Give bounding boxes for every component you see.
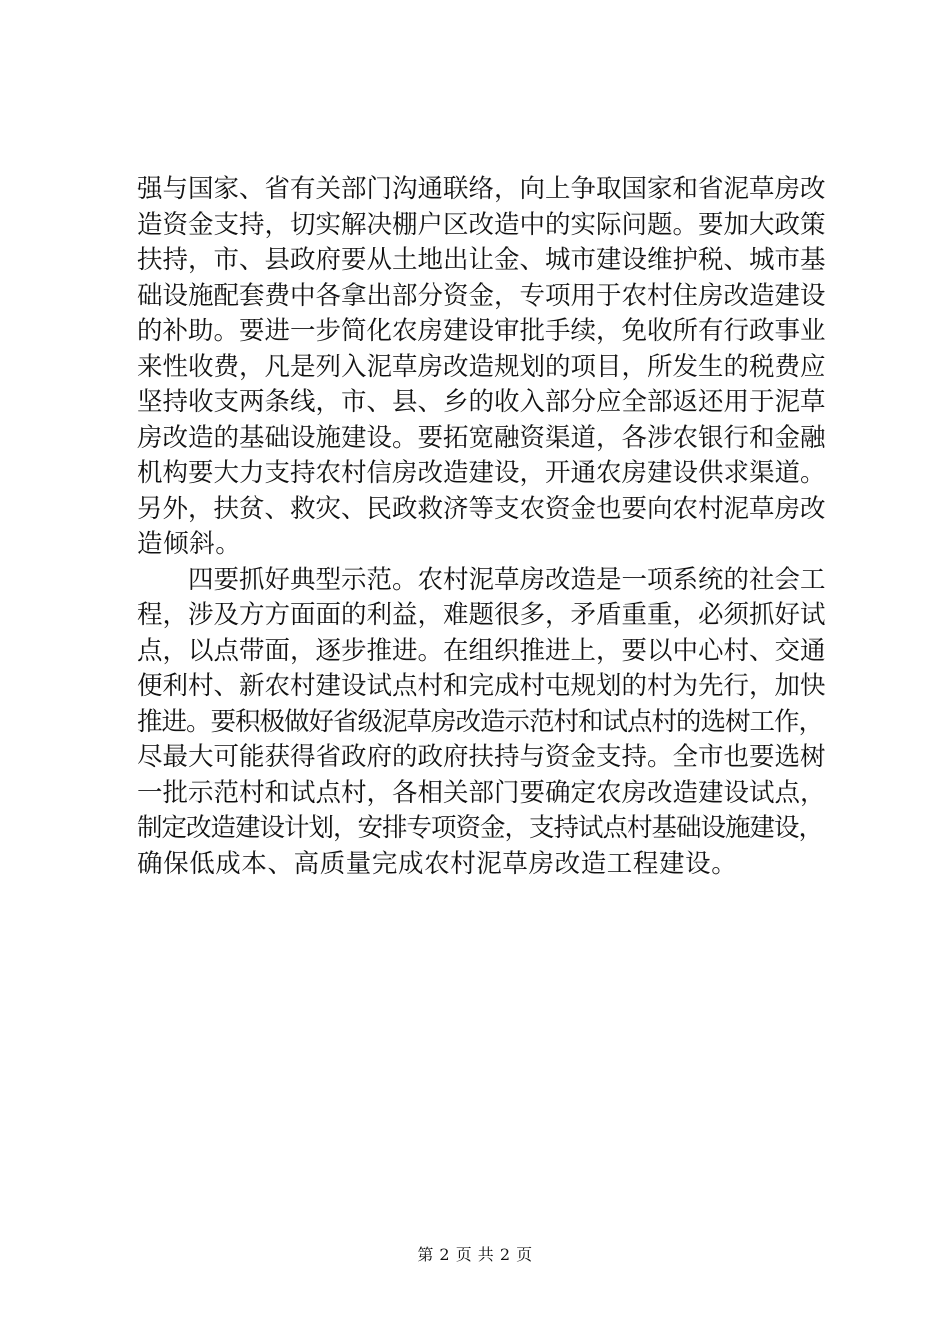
text-line: 推进。要积极做好省级泥草房改造示范村和试点村的选树工作，	[137, 706, 824, 737]
text-line: 造倾斜。	[137, 529, 242, 559]
paragraph-continued	[137, 172, 827, 563]
text-line: 另外，扶贫、救灾、民政救济等支农资金也要向农村泥草房改	[137, 493, 826, 524]
text-line: 坚持收支两条线，市、县、乡的收入部分应全部返还用于泥草	[137, 387, 826, 417]
text-line: 便利村、新农村建设试点村和完成村屯规划的村为先行，加快	[137, 671, 826, 701]
text-line: 点，以点带面，逐步推进。在组织推进上，要以中心村、交通	[137, 635, 826, 666]
text-line: 机构要大力支持农村信房改造建设，开通农房建设供求渠道。	[137, 458, 826, 488]
page-number-footer: 第 2 页 共 2 页	[417, 1245, 533, 1264]
text-line: 房改造的基础设施建设。要拓宽融资渠道，各涉农银行和金融	[137, 422, 826, 453]
text-line: 的补助。要进一步简化农房建设审批手续，免收所有行政事业	[137, 316, 826, 346]
text-line: 制定改造建设计划，安排专项资金，支持试点村基础设施建设，	[137, 813, 824, 843]
text-line: 扶持，市、县政府要从土地出让金、城市建设维护税、城市基	[137, 245, 826, 275]
text-line: 一批示范村和试点村，各相关部门要确定农房改造建设试点，	[137, 777, 826, 808]
paragraph-four	[137, 563, 827, 883]
text-line: 造资金支持，切实解决棚户区改造中的实际问题。要加大政策	[137, 209, 826, 240]
text-line: 程，涉及方方面面的利益，难题很多，矛盾重重，必须抓好试	[137, 600, 826, 630]
text-line-first: 四要抓好典型示范。农村泥草房改造是一项系统的社会工	[188, 564, 826, 595]
document-body	[137, 172, 827, 882]
text-line: 强与国家、省有关部门沟通联络，向上争取国家和省泥草房改	[137, 174, 826, 204]
text-line: 尽最大可能获得省政府的政府扶持与资金支持。全市也要选树	[137, 742, 826, 772]
text-line: 础设施配套费中各拿出部分资金，专项用于农村住房改造建设	[137, 280, 826, 311]
text-line: 确保低成本、高质量完成农村泥草房改造工程建设。	[137, 848, 738, 879]
text-line: 来性收费，凡是列入泥草房改造规划的项目，所发生的税费应	[137, 351, 826, 382]
